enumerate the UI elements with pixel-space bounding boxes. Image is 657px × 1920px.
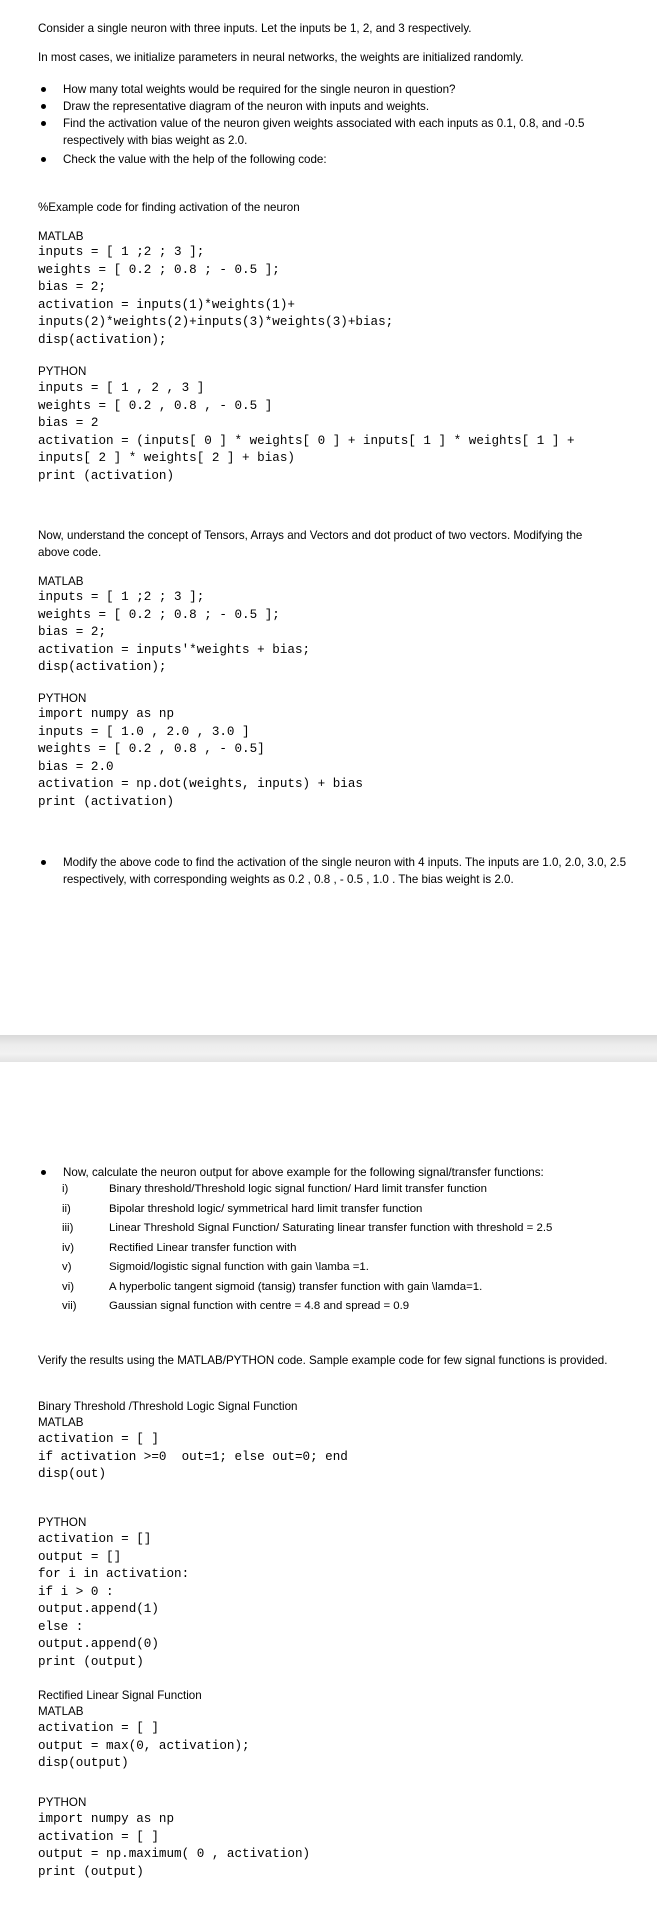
list-number: vi)	[62, 1280, 75, 1293]
task-bullet-list	[38, 81, 633, 168]
list-number: i)	[62, 1183, 69, 1195]
python-label: PYTHON	[38, 1796, 87, 1809]
python-label: PYTHON	[38, 365, 87, 378]
list-item-text: Binary threshold/Threshold logic signal function/ Hard limit transfer function	[109, 1183, 487, 1195]
python-code-block: activation = [] output = [] for i in activation: if i > 0 : output.append(1) else : output.append(0) print (output)	[38, 1532, 190, 1669]
section-heading: Binary Threshold /Threshold Logic Signal Function	[38, 1400, 298, 1413]
python-label: PYTHON	[38, 692, 87, 705]
list-item-text: A hyperbolic tangent sigmoid (tansig) transfer function with gain \lamda=1.	[109, 1280, 483, 1293]
modify-task-list	[38, 854, 633, 888]
bullet-item: Find the activation value of the neuron given weights associated with each inputs as 0.1, 0.8, and -0.5 respectively with bias weight as 2.0.	[38, 115, 633, 149]
list-item	[38, 1258, 633, 1278]
python-label: PYTHON	[38, 1516, 87, 1529]
tensors-paragraph: Now, understand the concept of Tensors, Arrays and Vectors and dot product of two vectors. Modifying the above code.	[38, 529, 583, 559]
list-item	[38, 1200, 633, 1220]
python-code-block: import numpy as np inputs = [ 1.0 , 2.0 , 3.0 ] weights = [ 0.2 , 0.8 , - 0.5] bias = 2.0 activation = np.dot(weights, inputs) + bias print (activation)	[38, 707, 363, 809]
example-heading: %Example code for finding activation of the neuron	[38, 201, 300, 214]
list-item	[38, 1180, 633, 1200]
python-code-block: inputs = [ 1 , 2 , 3 ] weights = [ 0.2 , 0.8 , - 0.5 ] bias = 2 activation = (inputs[ 0 ] * weights[ 0 ] + inputs[ 1 ] * weights[ 1 ] + inputs[ 2 ] * weights[ 2 ] + bias) print (activation)	[38, 381, 575, 483]
list-number: iii)	[62, 1222, 74, 1234]
list-item	[38, 1278, 633, 1298]
list-item-text: Sigmoid/logistic signal function with gain \lamba =1.	[109, 1261, 369, 1273]
bullet-item: Check the value with the help of the following code:	[38, 151, 633, 168]
matlab-label: MATLAB	[38, 575, 84, 588]
list-item-text: Bipolar threshold logic/ symmetrical hard limit transfer function	[109, 1202, 423, 1215]
list-item	[38, 1219, 633, 1239]
matlab-code-block: inputs = [ 1 ;2 ; 3 ]; weights = [ 0.2 ; 0.8 ; - 0.5 ]; bias = 2; activation = inputs(1)*weights(1)+ inputs(2)*weights(2)+inputs(3)*weights(3)+bias; disp(activation);	[38, 245, 394, 347]
list-item	[38, 1297, 633, 1317]
list-item-text: Gaussian signal function with centre = 4.8 and spread = 0.9	[109, 1300, 410, 1312]
list-number: v)	[62, 1261, 72, 1273]
list-item	[38, 1239, 633, 1259]
verify-paragraph: Verify the results using the MATLAB/PYTHON code. Sample example code for few signal functions is provided.	[38, 1354, 608, 1367]
bullet-item: Draw the representative diagram of the neuron with inputs and weights.	[38, 98, 633, 115]
list-number: vii)	[62, 1300, 77, 1312]
bullet-item: Modify the above code to find the activation of the single neuron with 4 inputs. The inputs are 1.0, 2.0, 3.0, 2.5 respectively, with corresponding weights as 0.2 , 0.8 , - 0.5 , 1.0 . The bias weight is 2.0.	[38, 854, 633, 888]
list-number: ii)	[62, 1202, 71, 1215]
python-code-block: import numpy as np activation = [ ] output = np.maximum( 0 , activation) print (output)	[38, 1812, 311, 1879]
matlab-code-block: activation = [ ] if activation >=0 out=1; else out=0; end disp(out)	[38, 1432, 348, 1481]
initialization-paragraph: In most cases, we initialize parameters in neural networks, the weights are initialized randomly.	[38, 51, 524, 64]
page-break	[0, 1035, 657, 1062]
intro-paragraph: Consider a single neuron with three inputs. Let the inputs be 1, 2, and 3 respectively.	[38, 22, 472, 35]
list-item-text: Linear Threshold Signal Function/ Saturating linear transfer function with threshold = 2.5	[109, 1222, 553, 1234]
matlab-code-block: activation = [ ] output = max(0, activation); disp(output)	[38, 1721, 250, 1770]
bullet-item: Now, calculate the neuron output for above example for the following signal/transfer functions:	[38, 1164, 633, 1181]
matlab-code-block: inputs = [ 1 ;2 ; 3 ]; weights = [ 0.2 ; 0.8 ; - 0.5 ]; bias = 2; activation = inputs'*weights + bias; disp(activation);	[38, 590, 311, 674]
list-item-text: Rectified Linear transfer function with	[109, 1241, 297, 1254]
bullet-item: How many total weights would be required for the single neuron in question?	[38, 81, 633, 98]
matlab-label: MATLAB	[38, 230, 84, 243]
list-number: iv)	[62, 1241, 75, 1254]
matlab-label: MATLAB	[38, 1416, 84, 1429]
document-page-2	[0, 1062, 657, 1920]
section-heading: Rectified Linear Signal Function	[38, 1689, 202, 1702]
transfer-function-list	[38, 1180, 633, 1317]
matlab-label: MATLAB	[38, 1705, 84, 1718]
calc-task-list	[38, 1164, 633, 1181]
